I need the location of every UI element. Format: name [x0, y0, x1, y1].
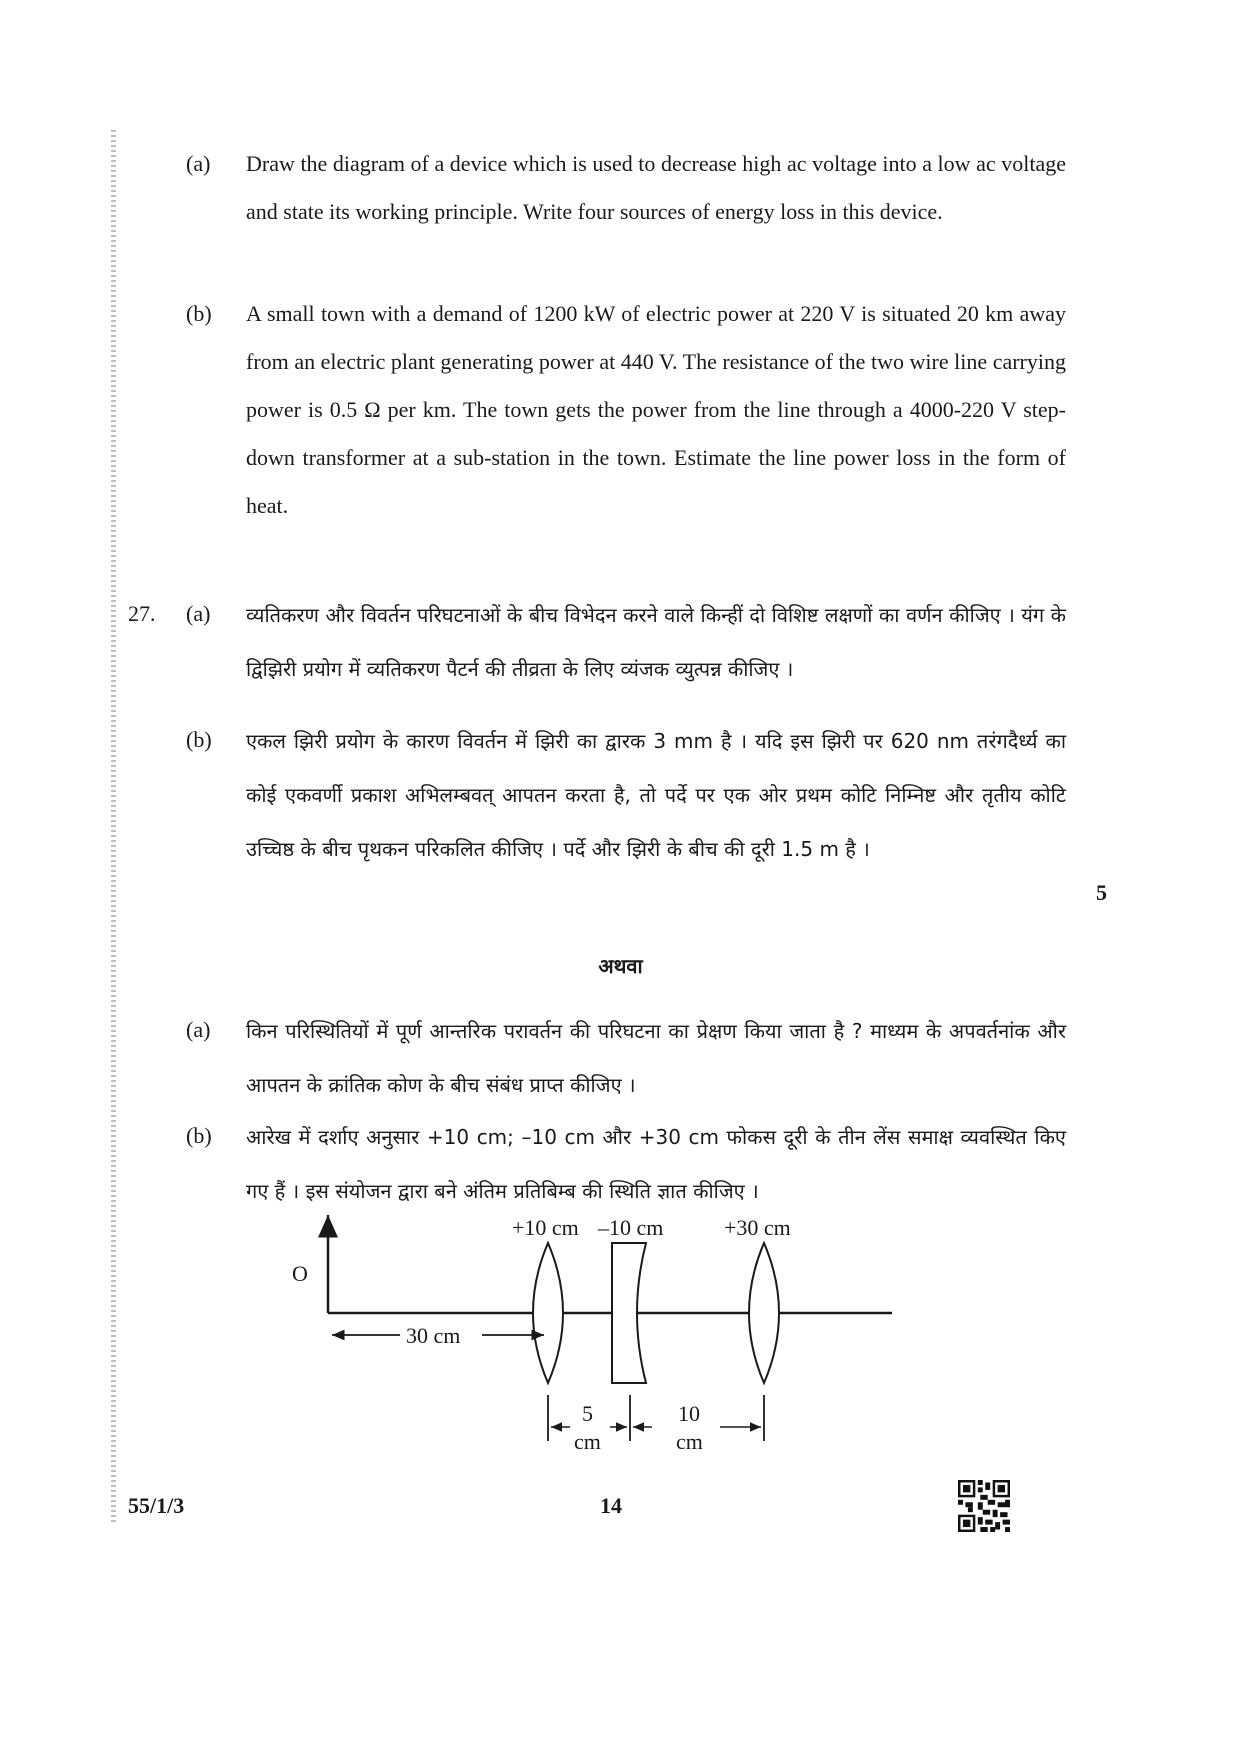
qr-code-icon	[958, 1480, 1010, 1532]
lens-3-label: +30 cm	[724, 1215, 791, 1240]
prev-part-a-text: Draw the diagram of a device which is used to decrease high ac voltage into a low ac voltage and state its working principle. Write four sources of energy loss in this device.	[246, 151, 1066, 224]
lens-2-label: –10 cm	[598, 1215, 664, 1240]
marks: 5	[1096, 880, 1107, 905]
gap-2-value: 10	[678, 1401, 700, 1426]
gap-2-unit: cm	[676, 1429, 703, 1454]
q27-part-b-text: एकल झिरी प्रयोग के कारण विवर्तन में झिरी का द्वारक 3 mm है । यदि इस झिरी पर 620 nm तरंगदैर्ध्य का कोई एकवर्णी प्रकाश अभिलम्बवत् आपतन करता है, तो पर्दे पर एक ओर प्रथम कोटि निम्निष्ट और तृतीय कोटि उच्चिष्ठ के बीच पृथकन परिकलित कीजिए । पर्दे और झिरी के बीच की दूरी 1.5 m है ।	[246, 729, 1066, 861]
object-label: O	[292, 1261, 308, 1286]
q27-part-b-label: (b)	[186, 727, 212, 752]
binding-margin-strip	[111, 130, 116, 1525]
q27-part-a-label: (a)	[186, 601, 211, 626]
paper-code: 55/1/3	[128, 1493, 185, 1518]
object-distance-label: 30 cm	[406, 1323, 461, 1348]
convex-lens-3	[749, 1243, 779, 1383]
or-part-b-text: आरेख में दर्शाए अनुसार +10 cm; –10 cm और +30 cm फोकस दूरी के तीन लेंस समाक्ष व्यवस्थित किए गए हैं । इस संयोजन द्वारा बने अंतिम प्रतिबिम्ब की स्थिति ज्ञात कीजिए ।	[246, 1125, 1066, 1203]
prev-part-b-label: (b)	[186, 301, 212, 326]
gap-1-unit: cm	[574, 1429, 601, 1454]
page-number: 14	[600, 1493, 622, 1518]
or-part-b-label: (b)	[186, 1123, 212, 1148]
lens-1-label: +10 cm	[512, 1215, 579, 1240]
convex-lens-1	[533, 1243, 563, 1383]
prev-part-a-label: (a)	[186, 151, 211, 176]
or-part-a-label: (a)	[186, 1017, 211, 1042]
question-number: 27.	[128, 601, 156, 626]
prev-part-b-text: A small town with a demand of 1200 kW of electric power at 220 V is situated 20 km away from an electric plant generating power at 440 V. The resistance of the two wire line carrying power is 0.5 Ω per km. The town gets the power from the line through a 4000-220 V step-down transformer at a sub-station in the town. Estimate the line power loss in the form of heat.	[246, 301, 1066, 518]
lens-arrangement-diagram	[280, 1205, 920, 1465]
q27-part-a-text: व्यतिकरण और विवर्तन परिघटनाओं के बीच विभेदन करने वाले किन्हीं दो विशिष्ट लक्षणों का वर्णन कीजिए । यंग के द्विझिरी प्रयोग में व्यतिकरण पैटर्न की तीव्रता के लिए व्यंजक व्युत्पन्न कीजिए ।	[246, 603, 1066, 681]
or-part-a-text: किन परिस्थितियों में पूर्ण आन्तरिक परावर्तन की परिघटना का प्रेक्षण किया जाता है ? माध्यम के अपवर्तनांक और आपतन के क्रांतिक कोण के बीच संबंध प्राप्त कीजिए ।	[246, 1019, 1066, 1097]
or-heading: अथवा	[598, 954, 643, 978]
gap-1-value: 5	[582, 1401, 593, 1426]
